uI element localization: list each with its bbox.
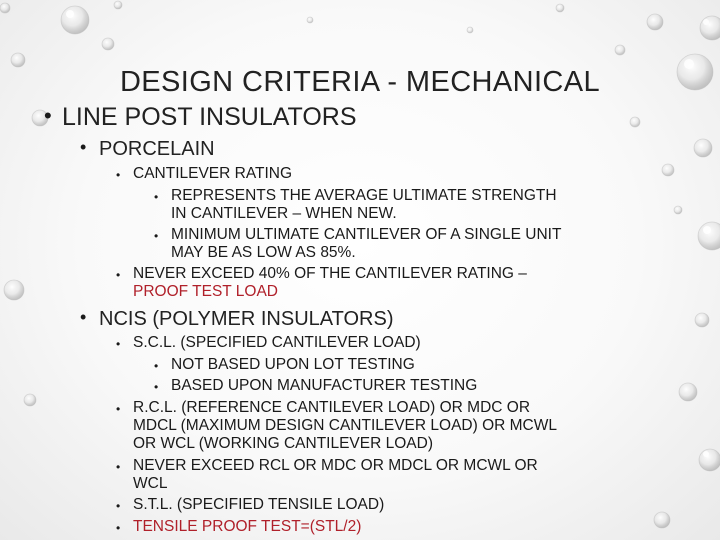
list-item-stl: S.T.L. (SPECIFIED TENSILE LOAD) [133, 496, 385, 513]
bullet-marker: • [116, 268, 121, 282]
list-item-tensile-proof-test: TENSILE PROOF TEST=(STL/2) [133, 518, 362, 535]
bullet-marker: • [154, 229, 159, 243]
list-item-never-exceed-rcl-line-1: NEVER EXCEED RCL OR MDC OR MDCL OR MCWL OR [133, 457, 538, 474]
bullet-marker: • [116, 499, 121, 513]
list-item-rcl-line-1: R.C.L. (REFERENCE CANTILEVER LOAD) OR MDC OR [133, 399, 531, 416]
list-item-rcl-line-3: OR WCL (WORKING CANTILEVER LOAD) [133, 435, 433, 452]
list-item-minimum-ultimate-line-1: MINIMUM ULTIMATE CANTILEVER OF A SINGLE UNIT [171, 226, 562, 243]
list-item-porcelain: PORCELAIN [99, 138, 215, 160]
list-item-cantilever-rating: CANTILEVER RATING [133, 165, 293, 182]
bullet-marker: • [116, 402, 121, 416]
list-item-represents-average-line-2: IN CANTILEVER – WHEN NEW. [171, 205, 397, 222]
bullet-marker: • [116, 337, 121, 351]
bullet-marker: • [44, 103, 52, 128]
list-item-line-post-insulators: LINE POST INSULATORS [62, 103, 357, 131]
bullet-marker: • [116, 460, 121, 474]
list-item-never-exceed-40-line-1: NEVER EXCEED 40% OF THE CANTILEVER RATING – [133, 265, 527, 282]
list-item-ncis-polymer-insulators: NCIS (POLYMER INSULATORS) [99, 308, 394, 330]
list-item-not-based-upon-lot-testing: NOT BASED UPON LOT TESTING [171, 356, 415, 373]
bullet-marker: • [80, 137, 87, 157]
bullet-marker: • [154, 359, 159, 373]
bullet-marker: • [116, 168, 121, 182]
list-item-represents-average-line-1: REPRESENTS THE AVERAGE ULTIMATE STRENGTH [171, 187, 557, 204]
list-item-rcl-line-2: MDCL (MAXIMUM DESIGN CANTILEVER LOAD) OR MCWL [133, 417, 557, 434]
bullet-marker: • [80, 307, 87, 327]
slide-title: DESIGN CRITERIA - MECHANICAL [119, 66, 601, 98]
bullet-marker: • [154, 190, 159, 204]
bullet-marker: • [154, 380, 159, 394]
bullet-marker: • [116, 521, 121, 535]
list-item-proof-test-load: PROOF TEST LOAD [133, 283, 278, 300]
list-item-minimum-ultimate-line-2: MAY BE AS LOW AS 85%. [171, 244, 356, 261]
list-item-scl: S.C.L. (SPECIFIED CANTILEVER LOAD) [133, 334, 421, 351]
list-item-never-exceed-rcl-line-2: WCL [133, 475, 168, 492]
list-item-based-upon-manufacturer-testing: BASED UPON MANUFACTURER TESTING [171, 377, 478, 394]
